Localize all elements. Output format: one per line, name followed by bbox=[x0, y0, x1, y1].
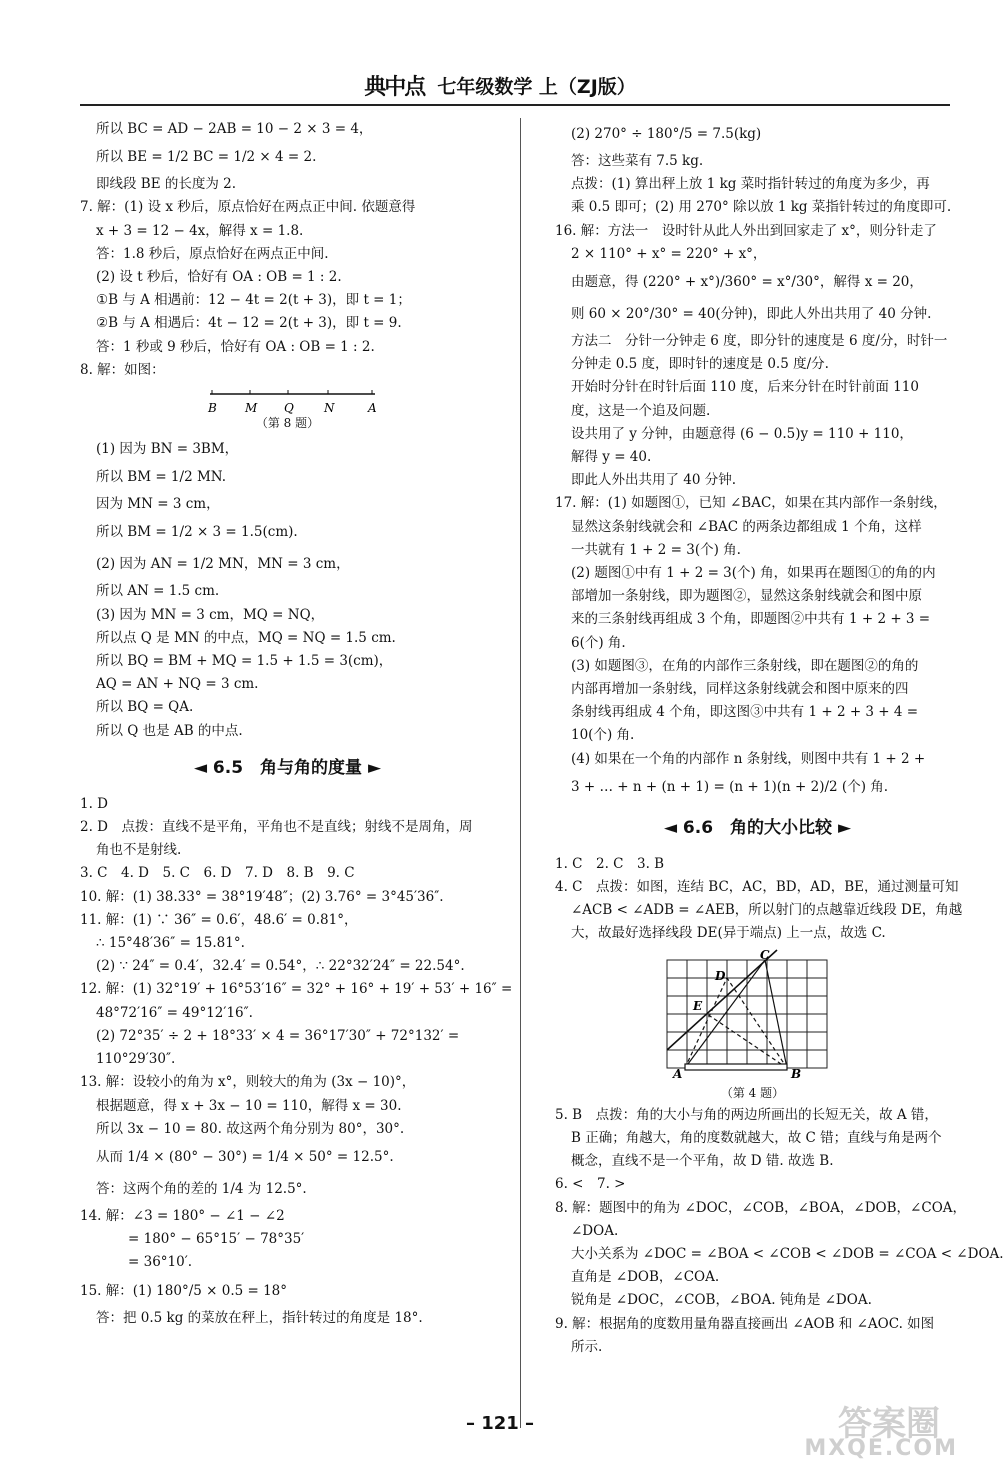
text-line: 6(个) 角. bbox=[571, 634, 626, 651]
text-line: 大，故最好选择线段 DE(异于端点) 上一点，故选 C. bbox=[571, 925, 886, 942]
text-line: 概念，直线不是一个平角，故 D 错. 故选 B. bbox=[571, 1153, 834, 1170]
text-line: (1) 因为 BN = 3BM， bbox=[96, 441, 239, 458]
text-line: 110°29′30″. bbox=[96, 1051, 176, 1068]
text-line: ∴ 15°48′36″ = 15.81°. bbox=[96, 935, 245, 952]
text-line: 11. 解：(1) ∵ 36″ = 0.6′，48.6′ = 0.81°， bbox=[80, 911, 358, 928]
text-line: 1. D bbox=[80, 795, 108, 812]
text-line: 所以 BQ = QA. bbox=[96, 699, 194, 716]
text-line: 所以点 Q 是 MN 的中点，MQ = NQ = 1.5 cm. bbox=[96, 629, 396, 646]
text-line: 大小关系为 ∠DOC = ∠BOA < ∠COB < ∠DOB = ∠COA < ∠DOA. bbox=[571, 1245, 1004, 1262]
text-line: 即线段 BE 的长度为 2. bbox=[96, 176, 237, 193]
text-line: 显然这条射线就会和 ∠BAC 的两条边都组成 1 个角，这样 bbox=[571, 518, 922, 535]
label-m: M bbox=[245, 401, 258, 416]
text-line: 点拨：(1) 算出秤上放 1 kg 菜时指针转过的角度为多少，再 bbox=[571, 176, 930, 193]
text-line: 由题意，得 (220° + x°)/360° = x°/30°，解得 x = 20， bbox=[571, 274, 923, 291]
text-line: 直角是 ∠DOB，∠COA. bbox=[571, 1269, 720, 1286]
text-line: 根据题意，得 x + 3x − 10 = 110，解得 x = 30. bbox=[96, 1097, 402, 1114]
text-line: 度，这是一个追及问题. bbox=[571, 402, 711, 419]
text-line: AQ = AN + NQ = 3 cm. bbox=[96, 676, 259, 693]
column-divider bbox=[520, 118, 521, 1428]
text-line: 15. 解：(1) 180°/5 × 0.5 = 18° bbox=[80, 1282, 288, 1299]
text-line: 9. 解：根据角的度数用量角器直接画出 ∠AOB 和 ∠AOC. 如图 bbox=[555, 1315, 935, 1332]
header-rule bbox=[80, 104, 950, 106]
text-line: 分钟走 0.5 度，即时针的速度是 0.5 度/分. bbox=[571, 356, 829, 373]
text-line: = 180° − 65°15′ − 78°35′ bbox=[128, 1231, 305, 1248]
text-line: (2) 设 t 秒后，恰好有 OA : OB = 1 : 2. bbox=[96, 269, 342, 286]
label-e: E bbox=[693, 998, 703, 1013]
text-line: (2) 因为 AN = 1/2 MN，MN = 3 cm， bbox=[96, 556, 350, 573]
text-line: 10(个) 角. bbox=[571, 727, 635, 744]
text-line: 方法二 分针一分钟走 6 度，即分针的速度是 6 度/分，时针一 bbox=[571, 333, 948, 350]
text-line: 乘 0.5 即可；(2) 用 270° 除以放 1 kg 菜指针转过的角度即可. bbox=[571, 199, 952, 216]
text-line: 1. C 2. C 3. B bbox=[555, 855, 665, 872]
text-line: 3. C 4. D 5. C 6. D 7. D 8. B 9. C bbox=[80, 865, 355, 882]
text-line: 解得 y = 40. bbox=[571, 449, 652, 466]
text-line: 3 + … + n + (n + 1) = (n + 1)(n + 2)/2 (个) 角. bbox=[571, 778, 889, 795]
segment-de bbox=[667, 947, 777, 1050]
text-line: (2) ∵ 24″ = 0.4′，32.4′ = 0.54°，∴ 22°32′24″ = 22.54°. bbox=[96, 958, 465, 975]
text-line: 16. 解：方法一 设时针从此人外出到回家走了 x°，则分针走了 bbox=[555, 222, 937, 239]
text-line: B 正确；角越大，角的度数就越大，故 C 错；直线与角是两个 bbox=[571, 1129, 942, 1146]
figure-caption: （第 8 题） bbox=[255, 416, 320, 431]
text-line: = 36°10′. bbox=[128, 1254, 193, 1271]
figure-4 bbox=[555, 947, 960, 1100]
text-line: 设共用了 y 分钟，由题意得 (6 − 0.5)y = 110 + 110， bbox=[571, 425, 913, 442]
text-line: 5. B 点拨：角的大小与角的两边所画出的长短无关，故 A 错， bbox=[555, 1106, 938, 1123]
text-line: 答：这些菜有 7.5 kg. bbox=[571, 153, 704, 169]
section-heading-6-5: ◄ 6.5 角与角的度量 ► bbox=[193, 757, 382, 778]
text-line: 一共就有 1 + 2 = 3(个) 角. bbox=[571, 541, 741, 558]
text-line: 所示. bbox=[571, 1338, 603, 1355]
text-line: ②B 与 A 相遇后：4t − 12 = 2(t + 3)，即 t = 9. bbox=[96, 315, 402, 332]
figure-8 bbox=[80, 386, 495, 434]
text-line: 则 60 × 20°/30° = 40(分钟)，即此人外出共用了 40 分钟. bbox=[571, 306, 932, 323]
right-column bbox=[555, 118, 1004, 1359]
text-line: 因为 MN = 3 cm， bbox=[96, 496, 220, 513]
text-line: 8. 解：如图： bbox=[80, 361, 165, 378]
text-line: 锐角是 ∠DOC，∠COB，∠BOA. 钝角是 ∠DOA. bbox=[571, 1292, 872, 1309]
label-n: N bbox=[324, 401, 335, 416]
label-b: B bbox=[208, 401, 217, 416]
label-d: D bbox=[715, 968, 726, 983]
brand-logo: 典中点 bbox=[364, 75, 425, 100]
watermark-logo: 答案圈 bbox=[838, 1404, 940, 1444]
left-column bbox=[80, 118, 513, 1330]
text-line: 2. D 点拨：直线不是平角，平角也不是直线；射线不是周角，周 bbox=[80, 819, 473, 836]
text-line: 答：这两个角的差的 1/4 为 12.5°. bbox=[96, 1180, 307, 1197]
text-line: 所以 BC = AD − 2AB = 10 − 2 × 3 = 4， bbox=[96, 121, 373, 137]
label-b: B bbox=[791, 1066, 802, 1081]
label-q: Q bbox=[284, 401, 294, 416]
text-line: 条射线再组成 4 个角，即这图③中共有 1 + 2 + 3 + 4 = bbox=[571, 704, 919, 721]
text-line: 所以 AN = 1.5 cm. bbox=[96, 583, 220, 600]
text-line: 48°72′16″ = 49°12′16″. bbox=[96, 1004, 253, 1021]
text-line: 即此人外出共用了 40 分钟. bbox=[571, 472, 737, 489]
section-heading-6-6: ◄ 6.6 角的大小比较 ► bbox=[663, 817, 852, 838]
label-a: A bbox=[673, 1066, 683, 1081]
text-line: 内部再增加一条射线，同样这条射线就会和图中原来的四 bbox=[571, 681, 909, 698]
text-line: 来的三条射线再组成 3 个角，即题图②中共有 1 + 2 + 3 = bbox=[571, 611, 931, 628]
text-line: 2 × 110° + x° = 220° + x°， bbox=[571, 245, 767, 262]
text-line: (3) 因为 MN = 3 cm，MQ = NQ， bbox=[96, 606, 325, 623]
text-line: 所以 BE = 1/2 BC = 1/2 × 4 = 2. bbox=[96, 149, 317, 166]
text-line: ∠ACB < ∠ADB = ∠AEB，所以射门的点越靠近线段 DE，角越 bbox=[571, 902, 963, 919]
text-line: 所以 3x − 10 = 80. 故这两个角分别为 80°，30°. bbox=[96, 1120, 405, 1137]
page-number: – 121 – bbox=[465, 1413, 535, 1434]
text-line: (2) 72°35′ ÷ 2 + 18°33′ × 4 = 36°17′30″ + 72°132′ = bbox=[96, 1027, 460, 1044]
text-line: 角也不是射线. bbox=[96, 842, 182, 859]
text-line: (2) 题图①中有 1 + 2 = 3(个) 角，如果再在题图①的角的内 bbox=[571, 565, 936, 582]
segment-diagram bbox=[80, 386, 495, 416]
text-line: 12. 解：(1) 32°19′ + 16°53′16″ = 32° + 16° + 19′ + 53′ + 16″ = bbox=[80, 981, 513, 998]
text-line: 所以 BM = 1/2 MN. bbox=[96, 469, 227, 486]
goal bbox=[685, 1064, 787, 1070]
text-line: 答：把 0.5 kg 的菜放在秤上，指针转过的角度是 18°. bbox=[96, 1309, 423, 1326]
text-line: 14. 解：∠3 = 180° − ∠1 − ∠2 bbox=[80, 1207, 285, 1224]
text-line: x + 3 = 12 − 4x，解得 x = 1.8. bbox=[96, 222, 304, 239]
text-line: 答：1 秒或 9 秒后，恰好有 OA : OB = 1 : 2. bbox=[96, 338, 375, 355]
watermark-url: MXQE.COM bbox=[804, 1436, 958, 1461]
text-line: 8. 解：题图中的角为 ∠DOC，∠COB，∠BOA，∠DOB，∠COA， bbox=[555, 1199, 967, 1216]
text-line: 所以 BQ = BM + MQ = 1.5 + 1.5 = 3(cm)， bbox=[96, 653, 393, 670]
soccer-field-diagram bbox=[555, 947, 960, 1082]
text-line: 所以 BM = 1/2 × 3 = 1.5(cm). bbox=[96, 524, 298, 541]
text-line: (3) 如题图③，在角的内部作三条射线，即在题图②的角的 bbox=[571, 657, 919, 674]
text-line: (4) 如果在一个角的内部作 n 条射线，则图中共有 1 + 2 + bbox=[571, 750, 926, 767]
figure-caption: （第 4 题） bbox=[720, 1085, 785, 1100]
text-line: 13. 解：设较小的角为 x°，则较大的角为 (3x − 10)°， bbox=[80, 1074, 416, 1091]
text-line: ①B 与 A 相遇前：12 − 4t = 2(t + 3)，即 t = 1； bbox=[96, 292, 411, 309]
text-line: 10. 解：(1) 38.33° = 38°19′48″；(2) 3.76° = 3°45′36″. bbox=[80, 888, 444, 905]
text-line: 17. 解：(1) 如题图①，已知 ∠BAC，如果在其内部作一条射线， bbox=[555, 495, 947, 512]
text-line: 4. C 点拨：如图，连结 BC，AC，BD，AD，BE，通过测量可知 bbox=[555, 879, 959, 896]
text-line: 部增加一条射线，即为题图②，显然这条射线就会和图中原 bbox=[571, 588, 922, 605]
text-line: 7. 解：(1) 设 x 秒后，原点恰好在两点正中间. 依题意得 bbox=[80, 199, 416, 216]
text-line: 6. < 7. > bbox=[555, 1176, 626, 1193]
text-line: ∠DOA. bbox=[571, 1222, 619, 1239]
label-c: C bbox=[760, 947, 770, 962]
text-line: 开始时分针在时针后面 110 度，后来分针在时针前面 110 bbox=[571, 379, 919, 396]
text-line: 所以 Q 也是 AB 的中点. bbox=[96, 722, 243, 739]
text-line: 答：1.8 秒后，原点恰好在两点正中间. bbox=[96, 245, 329, 262]
text-line: (2) 270° ÷ 180°/5 = 7.5(kg) bbox=[571, 126, 762, 142]
text-line: 从而 1/4 × (80° − 30°) = 1/4 × 50° = 12.5°. bbox=[96, 1148, 394, 1165]
book-title: 七年级数学 上（ZJ版） bbox=[437, 76, 636, 98]
label-a: A bbox=[368, 401, 377, 416]
